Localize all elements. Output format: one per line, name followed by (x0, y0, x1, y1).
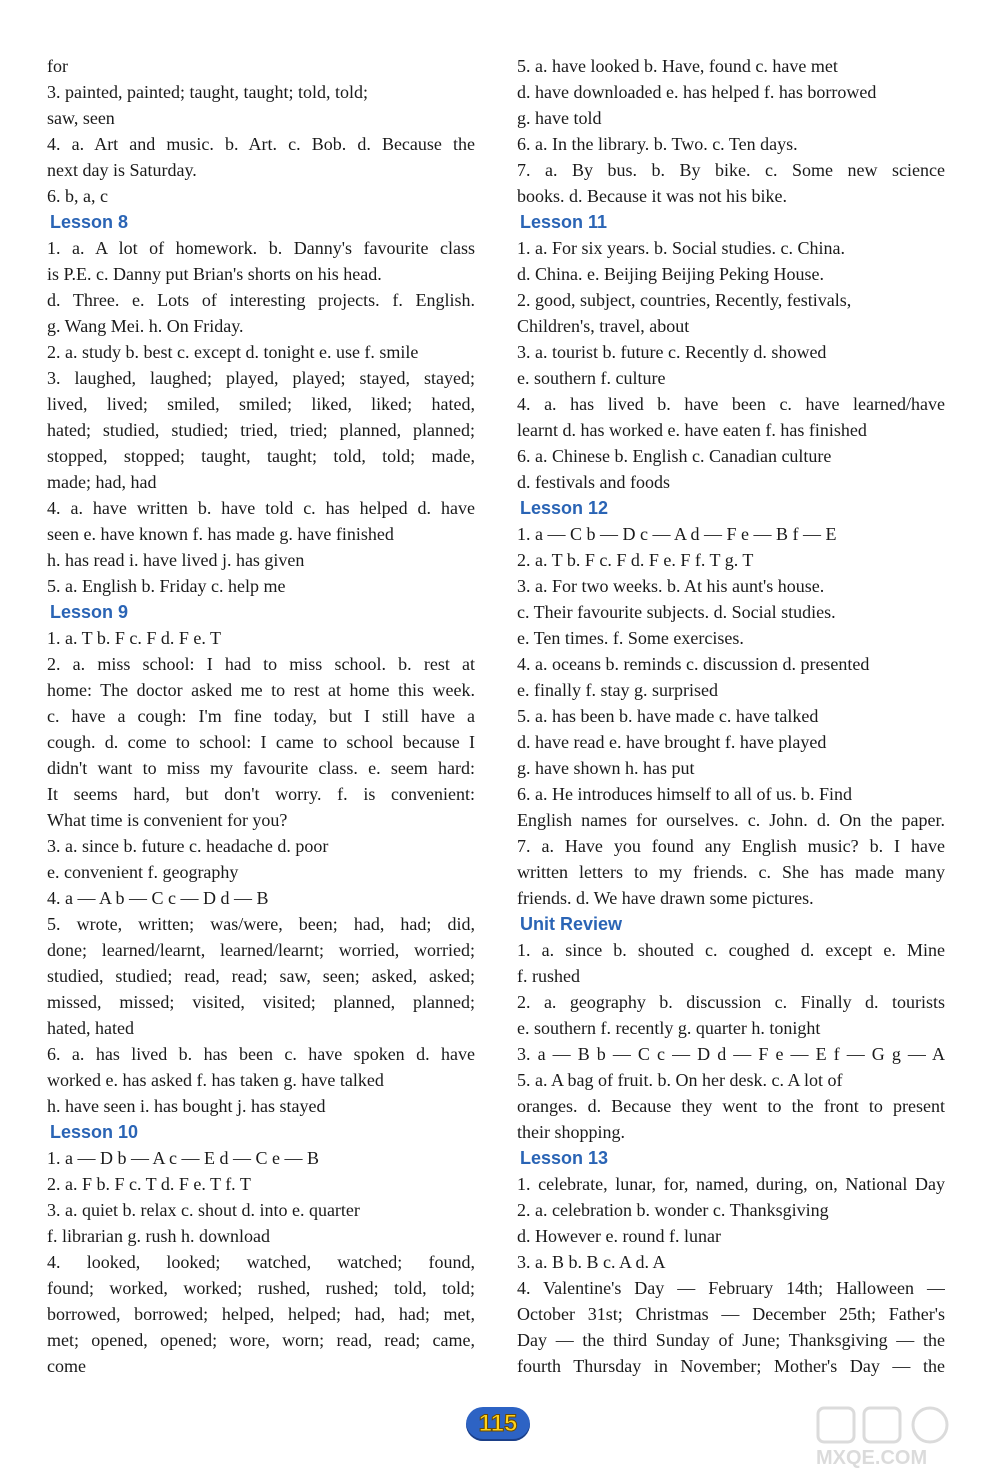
right-column (517, 53, 945, 1379)
answer-line: cough. d. come to school: I came to school because I (47, 732, 475, 752)
answer-line: written letters to my friends. c. She has made many (517, 862, 945, 882)
answer-line: fourth Thursday in November; Mother's Day — the (517, 1356, 945, 1376)
answer-line: lived, lived; smiled, smiled; liked, liked; hated, (47, 394, 475, 414)
answer-line: 4. a. have written b. have told c. has helped d. have (47, 498, 475, 518)
answer-line: e. finally f. stay g. surprised (517, 680, 718, 700)
answer-line: next day is Saturday. (47, 160, 197, 180)
answer-line: e. southern f. recently g. quarter h. tonight (517, 1018, 821, 1038)
section-heading: Unit Review (520, 914, 623, 934)
answer-line: e. convenient f. geography (47, 862, 239, 882)
answer-line: their shopping. (517, 1122, 625, 1142)
answer-line: seen e. have known f. has made g. have finished (47, 524, 394, 544)
answer-line: 4. a. oceans b. reminds c. discussion d. presented (517, 654, 870, 674)
answer-line: 1. a — D b — A c — E d — C e — B (47, 1148, 319, 1168)
answer-line: oranges. d. Because they went to the front to present (517, 1096, 945, 1116)
answer-line: 1. celebrate, lunar, for, named, during, on, National Day (517, 1174, 945, 1194)
answer-line: didn't want to miss my favourite class. e. seem hard: (47, 758, 475, 778)
answer-line: English names for ourselves. c. John. d. On the paper. (517, 810, 945, 830)
answer-line: made; had, had (47, 472, 157, 492)
answer-line: 2. a. T b. F c. F d. F e. F f. T g. T (517, 550, 754, 570)
answer-line: It seems hard, but don't worry. f. is convenient: (47, 784, 475, 804)
watermark-text: MXQE.COM (816, 1447, 928, 1468)
section-heading: Lesson 12 (520, 498, 609, 518)
answer-line: studied, studied; read, read; saw, seen; asked, asked; (47, 966, 475, 986)
answer-line: What time is convenient for you? (47, 810, 288, 830)
answer-line: 3. a. B b. B c. A d. A (517, 1252, 666, 1272)
answer-line: Day — the third Sunday of June; Thanksgiving — the (517, 1330, 945, 1350)
answer-line: h. have seen i. has bought j. has stayed (47, 1096, 326, 1116)
answer-line: 4. a. has lived b. have been c. have learned/have (517, 394, 945, 414)
answer-line: 3. painted, painted; taught, taught; told, told; (47, 82, 368, 102)
section-heading: Lesson 11 (520, 212, 608, 232)
answer-line: found; worked, worked; rushed, rushed; told, told; (47, 1278, 475, 1298)
answer-line: e. Ten times. f. Some exercises. (517, 628, 744, 648)
answer-line: f. librarian g. rush h. download (47, 1226, 270, 1246)
section-heading: Lesson 9 (50, 602, 129, 622)
answer-line: g. Wang Mei. h. On Friday. (47, 316, 244, 336)
answer-line: worked e. has asked f. has taken g. have talked (47, 1070, 384, 1090)
answer-line: done; learned/learnt, learned/learnt; worried, worried; (47, 940, 475, 960)
answer-line: 2. good, subject, countries, Recently, festivals, (517, 290, 852, 310)
answer-line: d. have downloaded e. has helped f. has borrowed (517, 82, 877, 102)
section-heading: Lesson 8 (50, 212, 129, 232)
page-number: 115 (478, 1410, 518, 1437)
answer-line: hated; studied, studied; tried, tried; planned, planned; (47, 420, 475, 440)
answer-line: 4. looked, looked; watched, watched; found, (47, 1252, 475, 1272)
answer-line: 2. a. celebration b. wonder c. Thanksgiving (517, 1200, 829, 1220)
answer-line: e. southern f. culture (517, 368, 666, 388)
answer-line: 1. a. T b. F c. F d. F e. T (47, 628, 222, 648)
answer-line: 2. a. geography b. discussion c. Finally d. tourists (517, 992, 945, 1012)
answer-line: 4. Valentine's Day — February 14th; Halloween — (517, 1278, 945, 1298)
answer-line: is P.E. c. Danny put Brian's shorts on his head. (47, 264, 382, 284)
answer-line: 4. a — A b — C c — D d — B (47, 888, 269, 908)
answer-line: come (47, 1356, 86, 1376)
answer-line: 2. a. F b. F c. T d. F e. T f. T (47, 1174, 251, 1194)
answer-line: 7. a. By bus. b. By bike. c. Some new science (517, 160, 945, 180)
answer-line: 3. a. quiet b. relax c. shout d. into e. quarter (47, 1200, 360, 1220)
section-heading: Lesson 13 (520, 1148, 609, 1168)
answer-line: c. Their favourite subjects. d. Social studies. (517, 602, 836, 622)
answer-line: c. have a cough: I'm fine today, but I still have a (47, 706, 475, 726)
answer-line: h. has read i. have lived j. has given (47, 550, 305, 570)
answer-line: for (47, 56, 68, 76)
answer-line: hated, hated (47, 1018, 134, 1038)
answer-line: g. have shown h. has put (517, 758, 695, 778)
answer-line: 5. a. has been b. have made c. have talked (517, 706, 819, 726)
answer-line: met; opened, opened; wore, worn; read, read; came, (47, 1330, 475, 1350)
page-number-badge (466, 1407, 530, 1441)
answer-line: 3. laughed, laughed; played, played; stayed, stayed; (47, 368, 475, 388)
answer-line: d. have read e. have brought f. have played (517, 732, 827, 752)
answer-line: home: The doctor asked me to rest at home this week. (47, 680, 475, 700)
answer-line: 1. a. since b. shouted c. coughed d. except e. Mine (517, 940, 945, 960)
answer-line: learnt d. has worked e. have eaten f. has finished (517, 420, 867, 440)
answer-line: 7. a. Have you found any English music? b. I have (517, 836, 945, 856)
answer-line: d. Three. e. Lots of interesting projects. f. English. (47, 290, 475, 310)
answer-line: 3. a — B b — C c — D d — F e — E f — G g — A (517, 1044, 945, 1064)
answer-line: f. rushed (517, 966, 580, 986)
answer-line: 6. a. Chinese b. English c. Canadian culture (517, 446, 832, 466)
answer-line: 5. a. A bag of fruit. b. On her desk. c. A lot of (517, 1070, 843, 1090)
answer-line: 6. a. In the library. b. Two. c. Ten days. (517, 134, 798, 154)
left-column (47, 53, 475, 1379)
answer-line: 5. wrote, written; was/were, been; had, had; did, (47, 914, 475, 934)
answer-line: 5. a. have looked b. Have, found c. have met (517, 56, 838, 76)
answer-line: 3. a. tourist b. future c. Recently d. showed (517, 342, 827, 362)
answer-line: 2. a. study b. best c. except d. tonight e. use f. smile (47, 342, 419, 362)
answer-line: 6. a. has lived b. has been c. have spoken d. have (47, 1044, 475, 1064)
answer-line: 1. a. A lot of homework. b. Danny's favourite class (47, 238, 475, 258)
answer-line: 3. a. since b. future c. headache d. poor (47, 836, 329, 856)
answer-line: g. have told (517, 108, 602, 128)
watermark-logo (812, 1404, 982, 1468)
answer-line: 5. a. English b. Friday c. help me (47, 576, 286, 596)
answer-line: 6. a. He introduces himself to all of us. b. Find (517, 784, 852, 804)
answer-line: d. However e. round f. lunar (517, 1226, 721, 1246)
answer-line: missed, missed; visited, visited; planned, planned; (47, 992, 475, 1012)
answer-line: 3. a. For two weeks. b. At his aunt's house. (517, 576, 825, 596)
answer-line: Children's, travel, about (517, 316, 690, 336)
answer-line: d. China. e. Beijing Beijing Peking House. (517, 264, 824, 284)
answer-line: 4. a. Art and music. b. Art. c. Bob. d. Because the (47, 134, 475, 154)
answer-line: friends. d. We have drawn some pictures. (517, 888, 814, 908)
answer-line: 2. a. miss school: I had to miss school. b. rest at (47, 654, 475, 674)
answer-line: saw, seen (47, 108, 115, 128)
answer-line: 6. b, a, c (47, 186, 108, 206)
section-heading: Lesson 10 (50, 1122, 139, 1142)
answer-line: borrowed, borrowed; helped, helped; had, had; met, (47, 1304, 475, 1324)
answer-line: stopped, stopped; taught, taught; told, told; made, (47, 446, 475, 466)
answer-line: October 31st; Christmas — December 25th; Father's (517, 1304, 945, 1324)
answer-line: books. d. Because it was not his bike. (517, 186, 787, 206)
answer-line: d. festivals and foods (517, 472, 670, 492)
answer-line: 1. a. For six years. b. Social studies. c. China. (517, 238, 845, 258)
answer-line: 1. a — C b — D c — A d — F e — B f — E (517, 524, 837, 544)
